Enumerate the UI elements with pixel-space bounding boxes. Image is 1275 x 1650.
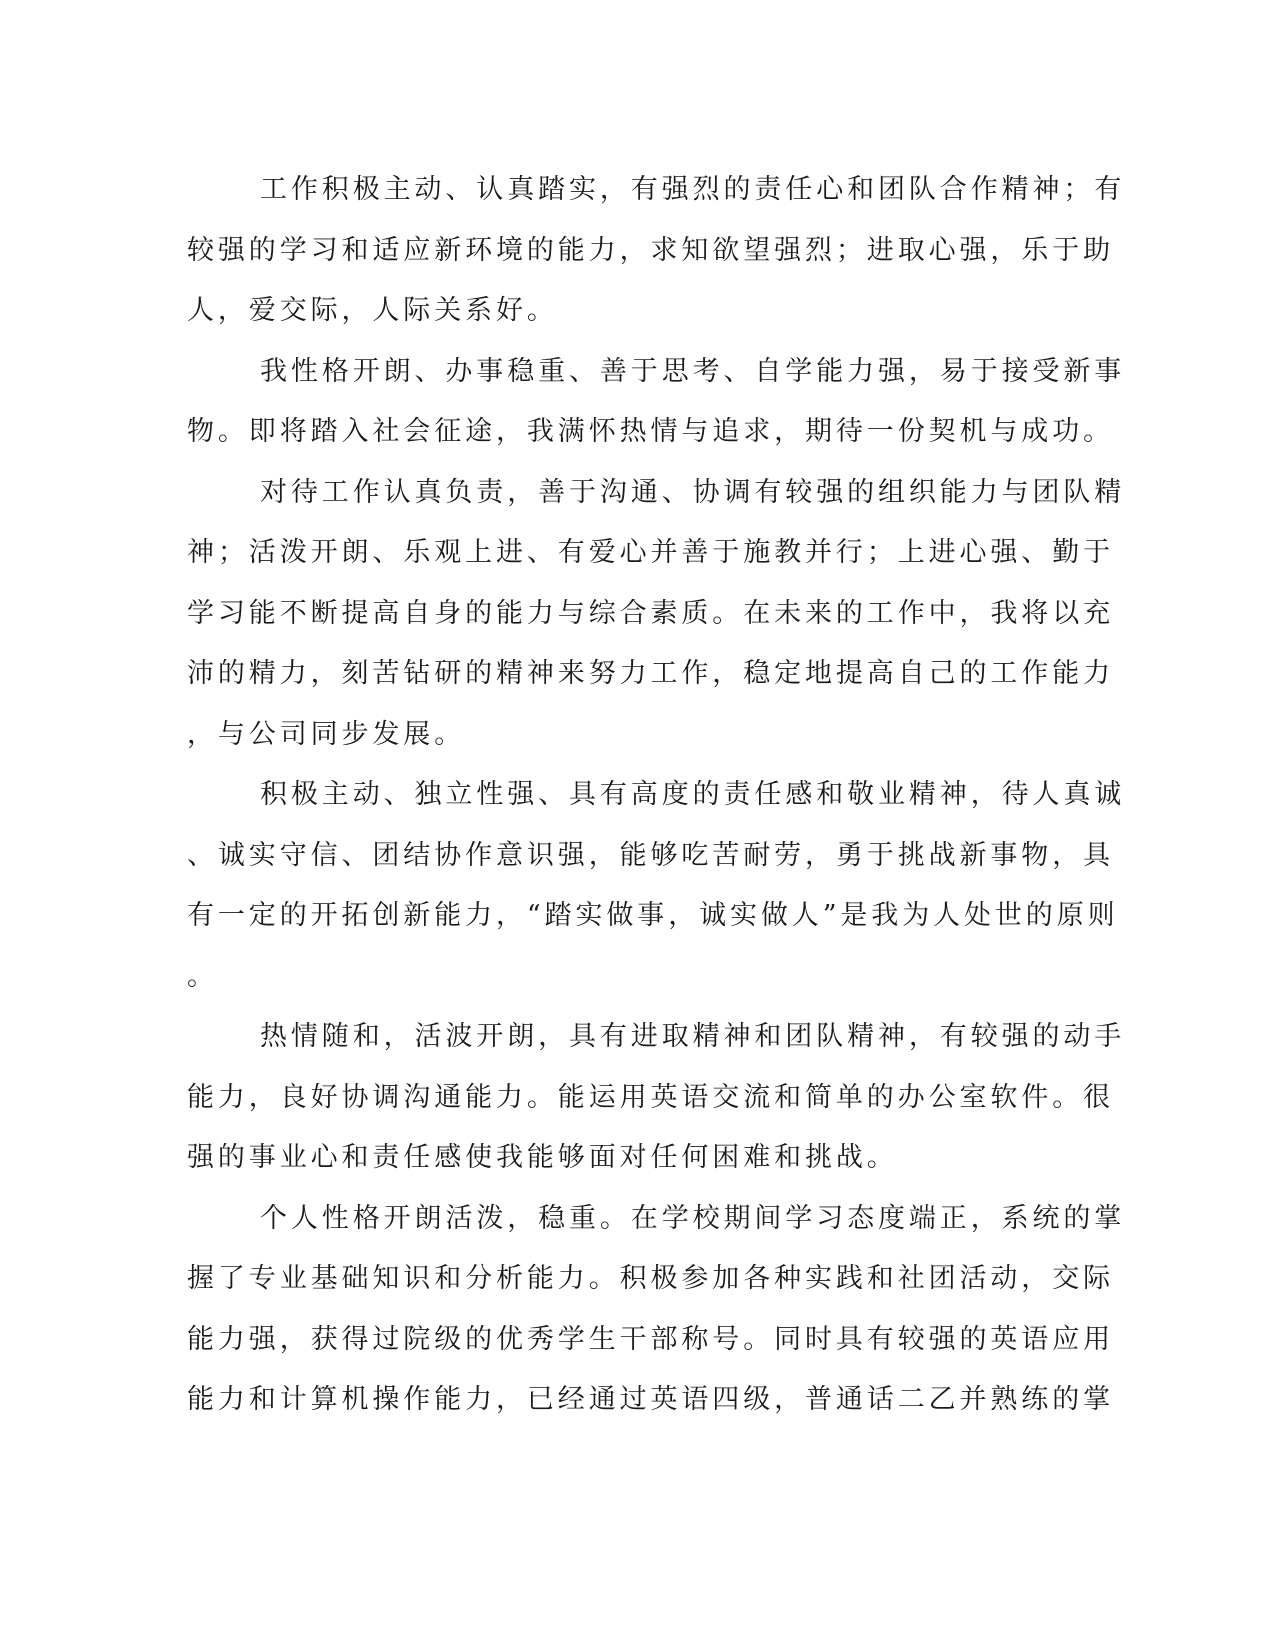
paragraph-line: 人，爱交际，人际关系好。 xyxy=(187,295,558,326)
paragraph-line: 工作积极主动、认真踏实，有强烈的责任心和团队合作精神；有 xyxy=(260,174,1126,205)
paragraph-line: 个人性格开朗活泼，稳重。在学校期间学习态度端正，系统的掌 xyxy=(260,1202,1126,1234)
paragraph-line: 较强的学习和适应新环境的能力，求知欲望强烈；进取心强，乐于助 xyxy=(187,234,1114,266)
paragraph xyxy=(187,765,1126,1007)
paragraph-line: 。 xyxy=(187,960,218,992)
paragraph xyxy=(187,160,1126,342)
paragraph-line: 神；活泼开朗、乐观上进、有爱心并善于施教并行；上进心强、勤于 xyxy=(187,537,1114,568)
paragraph-line: 能力和计算机操作能力，已经通过英语四级，普通话二乙并熟练的掌 xyxy=(187,1384,1114,1415)
paragraph xyxy=(187,1189,1126,1431)
paragraph xyxy=(187,342,1126,463)
paragraph-line: 沛的精力，刻苦钻研的精神来努力工作，稳定地提高自己的工作能力 xyxy=(187,658,1114,689)
paragraph-line: 积极主动、独立性强、具有高度的责任感和敬业精神，待人真诚 xyxy=(260,779,1126,810)
paragraph-line: 、诚实守信、团结协作意识强，能够吃苦耐劳，勇于挑战新事物，具 xyxy=(187,839,1114,871)
paragraph-line: 有一定的开拓创新能力，“踏实做事，诚实做人”是我为人处世的原则 xyxy=(187,900,1119,931)
document-body xyxy=(187,160,1126,1431)
paragraph xyxy=(187,1007,1126,1189)
paragraph-line: 我性格开朗、办事稳重、善于思考、自学能力强，易于接受新事 xyxy=(260,355,1126,387)
paragraph-line: 热情随和，活波开朗，具有进取精神和团队精神，有较强的动手 xyxy=(260,1021,1126,1052)
paragraph-line: 对待工作认真负责，善于沟通、协调有较强的组织能力与团队精 xyxy=(260,476,1126,508)
paragraph xyxy=(187,463,1126,766)
paragraph-line: 握了专业基础知识和分析能力。积极参加各种实践和社团活动，交际 xyxy=(187,1263,1114,1294)
paragraph-line: 学习能不断提高自身的能力与综合素质。在未来的工作中，我将以充 xyxy=(187,597,1114,629)
paragraph-line: 能力，良好协调沟通能力。能运用英语交流和简单的办公室软件。很 xyxy=(187,1081,1114,1113)
paragraph-line: 强的事业心和责任感使我能够面对任何困难和挑战。 xyxy=(187,1142,898,1173)
paragraph-line: ，与公司同步发展。 xyxy=(187,718,466,750)
paragraph-line: 能力强，获得过院级的优秀学生干部称号。同时具有较强的英语应用 xyxy=(187,1323,1114,1355)
paragraph-line: 物。即将踏入社会征途，我满怀热情与追求，期待一份契机与成功。 xyxy=(187,416,1114,447)
